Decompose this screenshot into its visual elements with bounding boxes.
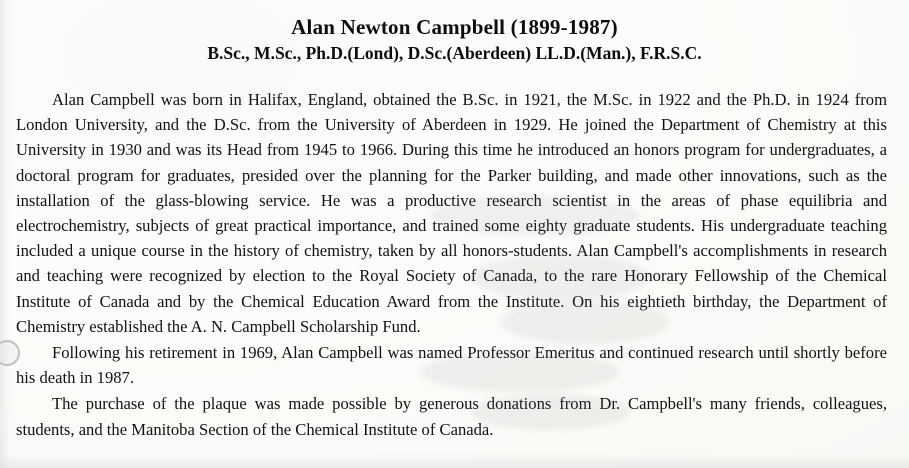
paragraph: The purchase of the plaque was made possible by generous donations from Dr. Campbell's many friends, colleagues, students, and the Manitoba Section of the Chemical Institute of Canada.	[16, 394, 887, 439]
title-block	[0, 0, 909, 65]
paragraph: Following his retirement in 1969, Alan Campbell was named Professor Emeritus and continued research until shortly before his death in 1987.	[16, 343, 887, 388]
paragraph: Alan Campbell was born in Halifax, England, obtained the B.Sc. in 1921, the M.Sc. in 1922 and the Ph.D. in 1924 from London University, and the D.Sc. from the University of Aberdeen in 1929. He joined the Department of Chemistry at this University in 1930 and was its Head from 1945 to 1966. During this time he introduced an honors program for undergraduates, a doctoral program for graduates, presided over the planning for the Parker building, and made other innovations, such as the installation of the glass-blowing service. He was a productive research scientist in the areas of phase equilibria and electrochemistry, subjects of great practical importance, and trained some eighty graduate students. His undergraduate teaching included a unique course in the history of chemistry, taken by all honors-students. Alan Campbell's accomplishments in research and teaching were recognized by election to the Royal Society of Canada, to the rare Honorary Fellowship of the Chemical Institute of Canada and by the Chemical Education Award from the Institute. On his eightieth birthday, the Department of Chemistry established the A. N. Campbell Scholarship Fund.	[16, 90, 887, 336]
page-bottom-shadow	[0, 454, 909, 468]
page-title: Alan Newton Campbell (1899-1987)	[291, 15, 618, 39]
page-subtitle: B.Sc., M.Sc., Ph.D.(Lond), D.Sc.(Aberdeen) LL.D.(Man.), F.R.S.C.	[207, 43, 702, 64]
document-body	[16, 65, 887, 442]
page-edge-shadow	[0, 0, 10, 468]
